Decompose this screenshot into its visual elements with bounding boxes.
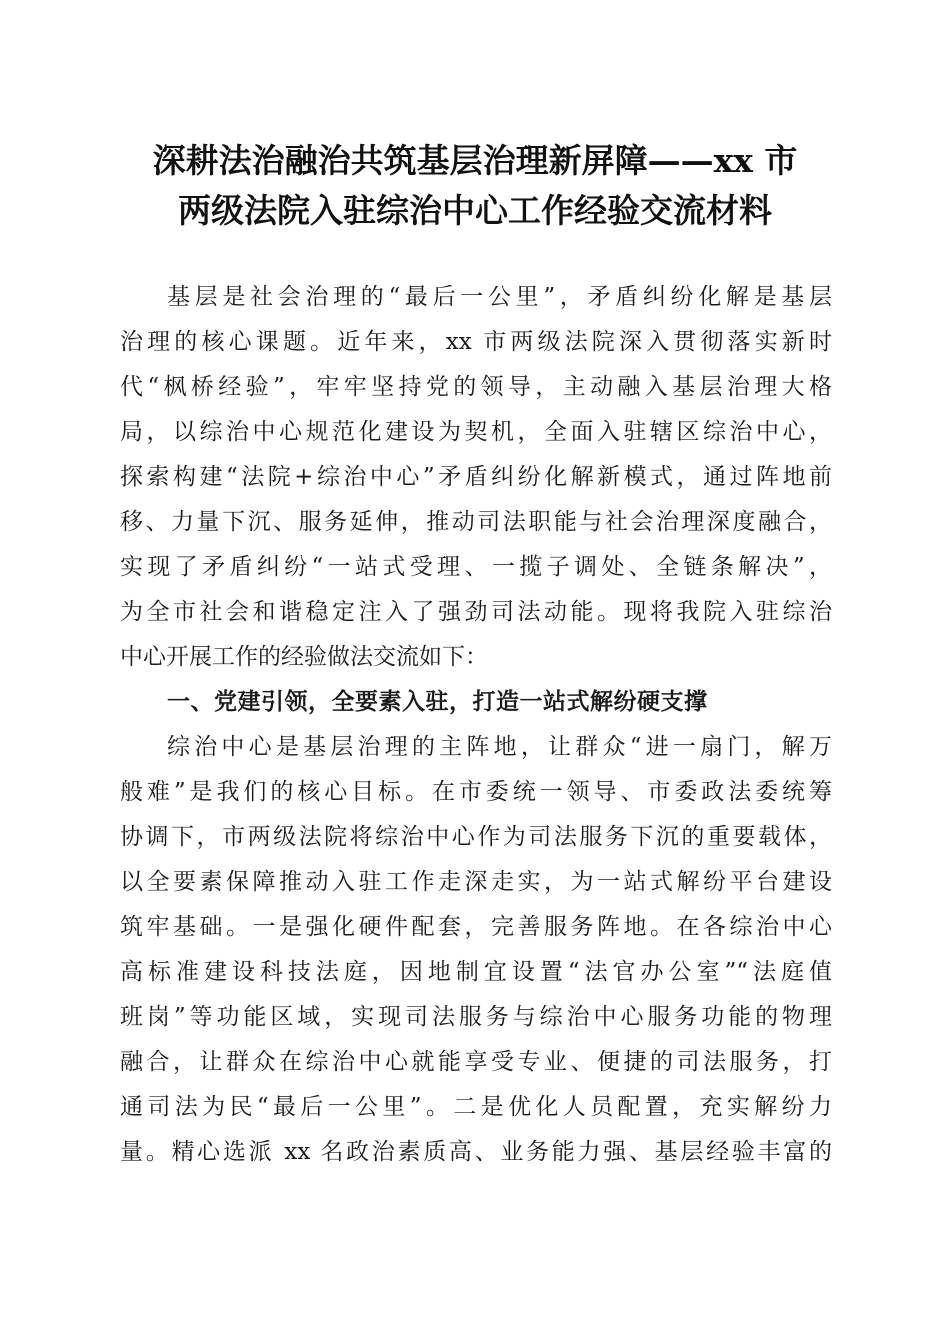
- paragraph-1-line: 局，以综治中心规范化建设为契机，全面入驻辖区综治中心，: [120, 419, 832, 445]
- paragraph-2-line: 综治中心是基层治理的主阵地，让群众“进一扇门，解万: [167, 734, 832, 760]
- paragraph-2-line: 以全要素保障推动入驻工作走深走实，为一站式解纷平台建设: [120, 869, 832, 895]
- document-title: [100, 136, 850, 236]
- paragraph-2-line: 融合，让群众在综治中心就能享受专业、便捷的司法服务，打: [120, 1049, 832, 1075]
- title-line-2: 两级法院入驻综治中心工作经验交流材料: [178, 191, 772, 230]
- paragraph-1-line: 代“枫桥经验”，牢牢坚持党的领导，主动融入基层治理大格: [120, 374, 832, 400]
- paragraph-1-line: 中心开展工作的经验做法交流如下：: [120, 644, 488, 670]
- paragraph-2-line: 筑牢基础。一是强化硬件配套，完善服务阵地。在各综治中心: [120, 914, 832, 940]
- section-1-heading: 一、党建引领，全要素入驻，打造一站式解纷硬支撑: [167, 689, 708, 715]
- paragraph-1-line: 实现了矛盾纠纷“一站式受理、一揽子调处、全链条解决”，: [120, 554, 832, 580]
- paragraph-1-line: 移、力量下沉、服务延伸，推动司法职能与社会治理深度融合，: [120, 509, 832, 535]
- title-line-1: 深耕法治融治共筑基层治理新屏障——xx 市: [152, 141, 798, 180]
- paragraph-2-line: 班岗”等功能区域，实现司法服务与综治中心服务功能的物理: [120, 1004, 832, 1030]
- paragraph-2-line: 通司法为民“最后一公里”。二是优化人员配置，充实解纷力: [120, 1094, 832, 1120]
- document-body: [120, 275, 832, 1175]
- paragraph-2-line: 般难”是我们的核心目标。在市委统一领导、市委政法委统筹: [120, 779, 832, 805]
- paragraph-1-line: 治理的核心课题。近年来，xx 市两级法院深入贯彻落实新时: [120, 329, 832, 355]
- paragraph-2-line: 量。精心选派 xx 名政治素质高、业务能力强、基层经验丰富的: [120, 1139, 832, 1165]
- paragraph-2-line: 协调下，市两级法院将综治中心作为司法服务下沉的重要载体，: [120, 824, 832, 850]
- paragraph-2-line: 高标准建设科技法庭，因地制宜设置“法官办公室”“法庭值: [120, 959, 832, 985]
- paragraph-1-line: 基层是社会治理的“最后一公里”，矛盾纠纷化解是基层: [167, 284, 832, 310]
- paragraph-1-line: 为全市社会和谐稳定注入了强劲司法动能。现将我院入驻综治: [120, 599, 832, 625]
- paragraph-1-line: 探索构建“法院+综治中心”矛盾纠纷化解新模式，通过阵地前: [120, 464, 832, 490]
